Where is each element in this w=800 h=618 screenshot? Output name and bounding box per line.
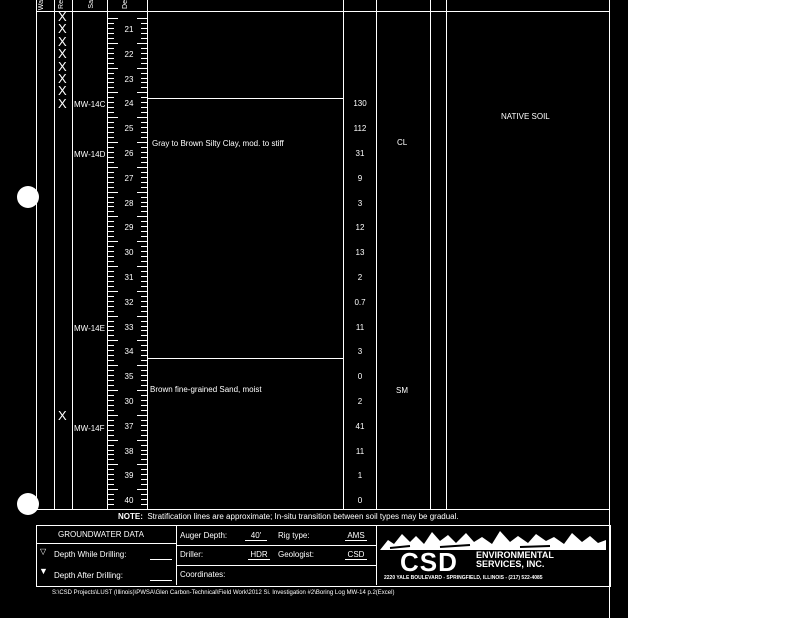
depth-tick <box>108 281 114 282</box>
recovery-mark: X <box>58 408 67 423</box>
depth-tick <box>108 484 114 485</box>
depth-tick <box>141 420 147 421</box>
driller-label: Driller: <box>180 550 204 559</box>
depth-tick <box>108 266 118 267</box>
depth-tick <box>141 78 147 79</box>
depth-tick <box>137 68 147 69</box>
depth-tick <box>108 415 118 416</box>
blow-count: 0 <box>357 372 363 382</box>
depth-tick <box>108 211 114 212</box>
depth-tick <box>137 241 147 242</box>
logo-line2: SERVICES, INC. <box>476 559 545 569</box>
depth-tick <box>141 102 147 103</box>
depth-tick <box>141 335 147 336</box>
logo-letters: CSD <box>400 547 458 577</box>
depth-tick <box>141 410 147 411</box>
logo-line1: ENVIRONMENTAL <box>476 550 554 560</box>
depth-tick <box>141 494 147 495</box>
depth-tick <box>137 316 147 317</box>
depth-tick <box>108 182 114 183</box>
depth-tick <box>108 216 118 217</box>
blow-count: 130 <box>353 99 367 109</box>
depth-tick <box>108 132 114 133</box>
depth-tick <box>141 38 147 39</box>
header-recovery: Re <box>58 0 65 9</box>
filled-triangle-icon: ▼ <box>39 566 48 576</box>
blow-count: 2 <box>357 397 363 406</box>
rig-type-value: AMS <box>345 531 367 541</box>
depth-tick <box>137 291 147 292</box>
depth-after-drilling-label: Depth After Drilling: <box>54 571 123 580</box>
depth-label: 30 <box>124 397 134 406</box>
recovery-mark: X <box>58 83 67 99</box>
depth-tick <box>141 87 147 88</box>
depth-tick <box>141 221 147 222</box>
depth-tick <box>141 281 147 282</box>
depth-tick <box>137 216 147 217</box>
depth-tick <box>108 311 114 312</box>
depth-label: 29 <box>124 223 134 233</box>
depth-tick <box>108 68 118 69</box>
depth-tick <box>108 87 114 88</box>
depth-tick <box>108 157 114 158</box>
depth-tick <box>137 464 147 465</box>
blow-count: 11 <box>355 446 365 456</box>
depth-tick <box>141 286 147 287</box>
depth-label: 37 <box>124 421 134 431</box>
depth-label: 30 <box>124 248 134 258</box>
depth-tick <box>141 23 147 24</box>
depth-tick <box>141 226 147 227</box>
soil-description: Brown fine-grained Sand, moist <box>150 385 262 394</box>
depth-tick <box>108 241 118 242</box>
depth-tick <box>108 73 114 74</box>
depth-tick <box>108 276 114 277</box>
depth-tick <box>108 142 118 143</box>
depth-tick <box>108 425 114 426</box>
depth-tick <box>108 82 114 83</box>
depth-tick <box>141 326 147 327</box>
depth-tick <box>108 345 114 346</box>
info-divider <box>176 526 177 585</box>
depth-label: 27 <box>124 173 134 183</box>
depth-tick <box>137 43 147 44</box>
header-depth: De <box>122 0 129 9</box>
depth-tick <box>141 400 147 401</box>
depth-tick <box>141 127 147 128</box>
depth-tick <box>141 73 147 74</box>
depth-tick <box>108 430 114 431</box>
note-body: Stratification lines are approximate; In-situ transition between soil types may be gradual. <box>147 512 459 521</box>
depth-label: 25 <box>124 124 134 134</box>
depth-tick <box>137 167 147 168</box>
depth-tick <box>141 33 147 34</box>
depth-tick <box>108 316 118 317</box>
stratum-boundary <box>148 358 343 359</box>
depth-tick <box>108 330 114 331</box>
depth-tick <box>141 454 147 455</box>
depth-while-drilling-field <box>150 559 172 560</box>
blow-count: 1 <box>357 471 363 481</box>
depth-label: 23 <box>124 74 134 84</box>
depth-label: 22 <box>124 49 134 59</box>
depth-tick <box>141 162 147 163</box>
depth-tick <box>141 350 147 351</box>
depth-tick <box>141 197 147 198</box>
depth-tick <box>137 340 147 341</box>
depth-tick <box>108 435 114 436</box>
recovery-mark: X <box>58 33 67 49</box>
depth-tick <box>108 122 114 123</box>
depth-tick <box>108 78 114 79</box>
column-divider <box>36 0 37 509</box>
uscs-symbol: CL <box>397 138 408 147</box>
depth-tick <box>141 82 147 83</box>
blow-count: 112 <box>353 124 367 134</box>
depth-tick <box>108 445 114 446</box>
column-divider <box>107 0 108 509</box>
depth-tick <box>108 350 114 351</box>
depth-tick <box>141 177 147 178</box>
depth-tick <box>141 504 147 505</box>
depth-tick <box>108 494 114 495</box>
sample-id: MW-14E <box>74 324 105 333</box>
info-divider <box>376 526 377 585</box>
depth-tick <box>141 182 147 183</box>
depth-tick <box>108 197 114 198</box>
depth-tick <box>108 192 118 193</box>
depth-tick <box>108 58 114 59</box>
depth-tick <box>108 231 114 232</box>
depth-tick <box>141 28 147 29</box>
depth-tick <box>108 33 114 34</box>
depth-tick <box>141 202 147 203</box>
depth-tick <box>137 117 147 118</box>
depth-tick <box>137 390 147 391</box>
depth-tick <box>108 326 114 327</box>
header-sample: Sa <box>88 0 95 9</box>
depth-tick <box>108 375 114 376</box>
depth-tick <box>141 296 147 297</box>
depth-tick <box>108 380 114 381</box>
blow-count: 9 <box>357 173 363 183</box>
recovery-mark: X <box>58 21 67 37</box>
depth-tick <box>108 127 114 128</box>
depth-tick <box>108 167 118 168</box>
logo-company-name <box>476 551 554 569</box>
depth-tick <box>141 311 147 312</box>
depth-tick <box>141 157 147 158</box>
recovery-mark: X <box>58 58 67 74</box>
depth-label: 39 <box>124 471 134 481</box>
depth-tick <box>141 425 147 426</box>
recovery-mark: X <box>58 9 67 24</box>
depth-tick <box>137 92 147 93</box>
depth-tick <box>108 28 114 29</box>
blow-count: 12 <box>355 223 365 233</box>
depth-tick <box>141 107 147 108</box>
depth-tick <box>108 464 118 465</box>
depth-tick <box>108 390 118 391</box>
depth-tick <box>141 380 147 381</box>
sample-id: MW-14F <box>74 424 105 433</box>
depth-tick <box>141 271 147 272</box>
depth-tick <box>108 53 114 54</box>
soil-description: Gray to Brown Silty Clay, mod. to stiff <box>152 139 284 148</box>
depth-tick <box>141 187 147 188</box>
depth-label: 31 <box>124 273 134 282</box>
depth-tick <box>108 301 114 302</box>
depth-tick <box>141 48 147 49</box>
depth-tick <box>141 251 147 252</box>
depth-tick <box>141 395 147 396</box>
depth-tick <box>108 18 118 19</box>
depth-tick <box>108 147 114 148</box>
depth-tick <box>108 474 114 475</box>
depth-tick <box>141 246 147 247</box>
depth-tick <box>141 122 147 123</box>
depth-while-drilling-label: Depth While Drilling: <box>54 550 127 559</box>
depth-tick <box>141 112 147 113</box>
depth-tick <box>137 489 147 490</box>
blow-count: 3 <box>357 198 363 208</box>
depth-tick <box>108 261 114 262</box>
depth-tick <box>141 445 147 446</box>
blow-count: 2 <box>357 273 363 282</box>
depth-label: 34 <box>124 347 134 357</box>
depth-tick <box>108 335 114 336</box>
depth-tick <box>108 102 114 103</box>
blow-count: 13 <box>355 248 365 258</box>
depth-label: 24 <box>124 99 134 109</box>
depth-tick <box>141 360 147 361</box>
blow-count: 41 <box>355 421 365 431</box>
depth-label: 32 <box>124 297 134 307</box>
depth-tick <box>108 450 114 451</box>
depth-tick <box>108 306 114 307</box>
depth-tick <box>108 321 114 322</box>
depth-tick <box>108 499 114 500</box>
recovery-mark: X <box>58 46 67 62</box>
depth-tick <box>141 152 147 153</box>
depth-tick <box>137 415 147 416</box>
depth-tick <box>108 202 114 203</box>
uscs-symbol: SM <box>396 386 408 395</box>
depth-tick <box>108 48 114 49</box>
depth-tick <box>108 226 114 227</box>
depth-tick <box>108 92 118 93</box>
blow-count: 0.7 <box>354 297 366 307</box>
note-top-line <box>36 509 609 510</box>
column-divider <box>376 0 377 509</box>
info-divider <box>177 545 376 546</box>
remarks-text: NATIVE SOIL <box>501 112 550 121</box>
depth-tick <box>108 152 114 153</box>
depth-tick <box>141 276 147 277</box>
depth-tick <box>141 345 147 346</box>
depth-tick <box>141 256 147 257</box>
depth-tick <box>108 454 114 455</box>
column-divider <box>54 0 55 509</box>
recovery-mark: X <box>58 71 67 86</box>
depth-label: 35 <box>124 372 134 382</box>
blow-count: 11 <box>355 322 365 332</box>
depth-tick <box>108 256 114 257</box>
sample-id: MW-14C <box>74 100 106 109</box>
depth-tick <box>108 355 114 356</box>
depth-tick <box>141 261 147 262</box>
recovery-mark: X <box>58 95 67 111</box>
depth-tick <box>137 192 147 193</box>
depth-label: 33 <box>124 322 134 332</box>
depth-tick <box>141 147 147 148</box>
depth-tick <box>108 440 118 441</box>
depth-label: 38 <box>124 446 134 456</box>
depth-tick <box>141 321 147 322</box>
depth-tick <box>108 489 118 490</box>
depth-tick <box>141 459 147 460</box>
depth-tick <box>108 286 114 287</box>
depth-tick <box>141 450 147 451</box>
depth-tick <box>108 459 114 460</box>
depth-tick <box>108 43 118 44</box>
depth-tick <box>108 360 114 361</box>
depth-tick <box>108 177 114 178</box>
depth-tick <box>141 211 147 212</box>
depth-tick <box>108 291 118 292</box>
depth-tick <box>141 484 147 485</box>
depth-tick <box>108 340 118 341</box>
file-path: S:\CSD Projects\LUST (Illinois)\PWSA\Glen Carbon-Technical\Field Work\2012 Si. Investigation #2\Boring Log MW-14 p.2(Excel) <box>52 590 395 596</box>
blow-count: 31 <box>355 149 365 158</box>
groundwater-title: GROUNDWATER DATA <box>58 530 144 539</box>
logo-address: 2220 YALE BOULEVARD - SPRINGFIELD, ILLINOIS - (217) 522-4085 <box>384 575 543 581</box>
depth-tick <box>141 435 147 436</box>
open-triangle-icon: ▽ <box>40 547 47 556</box>
auger-depth-value: 40' <box>245 531 267 541</box>
column-divider <box>72 0 73 509</box>
depth-tick <box>108 38 114 39</box>
depth-tick <box>141 385 147 386</box>
depth-tick <box>141 206 147 207</box>
depth-label: 26 <box>124 149 134 158</box>
driller-value: HDR <box>248 550 270 560</box>
depth-tick <box>108 187 114 188</box>
depth-tick <box>108 137 114 138</box>
blow-count: 3 <box>357 347 363 357</box>
depth-tick <box>141 330 147 331</box>
info-divider <box>37 543 176 544</box>
depth-label: 28 <box>124 198 134 208</box>
depth-tick <box>141 469 147 470</box>
depth-tick <box>141 306 147 307</box>
depth-tick <box>141 58 147 59</box>
depth-tick <box>141 301 147 302</box>
header-water: Wa <box>38 0 45 11</box>
depth-tick <box>108 162 114 163</box>
depth-tick <box>108 296 114 297</box>
depth-tick <box>141 53 147 54</box>
depth-tick <box>108 97 114 98</box>
column-divider <box>446 0 447 509</box>
depth-label: 40 <box>124 496 134 506</box>
depth-tick <box>108 23 114 24</box>
depth-tick <box>108 479 114 480</box>
depth-tick <box>141 499 147 500</box>
depth-tick <box>137 266 147 267</box>
depth-tick <box>108 107 114 108</box>
depth-tick <box>137 440 147 441</box>
note-text <box>118 512 459 521</box>
column-divider <box>430 0 431 509</box>
depth-tick <box>108 405 114 406</box>
depth-tick <box>108 400 114 401</box>
depth-tick <box>108 370 114 371</box>
depth-tick <box>108 271 114 272</box>
column-divider <box>147 0 148 509</box>
depth-tick <box>141 479 147 480</box>
blow-count: 0 <box>357 496 363 506</box>
header-bottom-line <box>36 11 610 12</box>
depth-label: 21 <box>124 25 134 34</box>
depth-tick <box>141 97 147 98</box>
depth-tick <box>141 405 147 406</box>
depth-tick <box>141 474 147 475</box>
depth-tick <box>141 132 147 133</box>
depth-tick <box>137 365 147 366</box>
auger-depth-label: Auger Depth: <box>180 531 228 540</box>
depth-tick <box>141 231 147 232</box>
depth-tick <box>108 251 114 252</box>
rig-type-label: Rig type: <box>278 531 310 540</box>
stratum-boundary <box>148 98 343 99</box>
depth-tick <box>108 469 114 470</box>
depth-tick <box>137 142 147 143</box>
depth-tick <box>108 420 114 421</box>
depth-tick <box>108 206 114 207</box>
depth-tick <box>108 112 114 113</box>
sample-id: MW-14D <box>74 150 106 159</box>
depth-tick <box>108 246 114 247</box>
note-label: NOTE: <box>118 512 143 521</box>
depth-tick <box>108 221 114 222</box>
geologist-value: CSD <box>345 550 367 560</box>
depth-tick <box>108 410 114 411</box>
depth-tick <box>108 395 114 396</box>
depth-tick <box>141 137 147 138</box>
depth-tick <box>108 172 114 173</box>
depth-tick <box>108 117 118 118</box>
depth-tick <box>141 172 147 173</box>
info-divider <box>177 565 376 566</box>
depth-tick <box>108 365 118 366</box>
geologist-label: Geologist: <box>278 550 315 559</box>
depth-tick <box>108 385 114 386</box>
depth-after-drilling-field <box>150 580 172 581</box>
depth-tick <box>137 18 147 19</box>
depth-tick <box>141 370 147 371</box>
depth-tick <box>141 375 147 376</box>
depth-tick <box>108 236 114 237</box>
depth-tick <box>108 504 114 505</box>
depth-tick <box>141 63 147 64</box>
depth-tick <box>141 355 147 356</box>
depth-tick <box>108 63 114 64</box>
coordinates-label: Coordinates: <box>180 570 226 579</box>
depth-tick <box>141 430 147 431</box>
depth-tick <box>141 236 147 237</box>
